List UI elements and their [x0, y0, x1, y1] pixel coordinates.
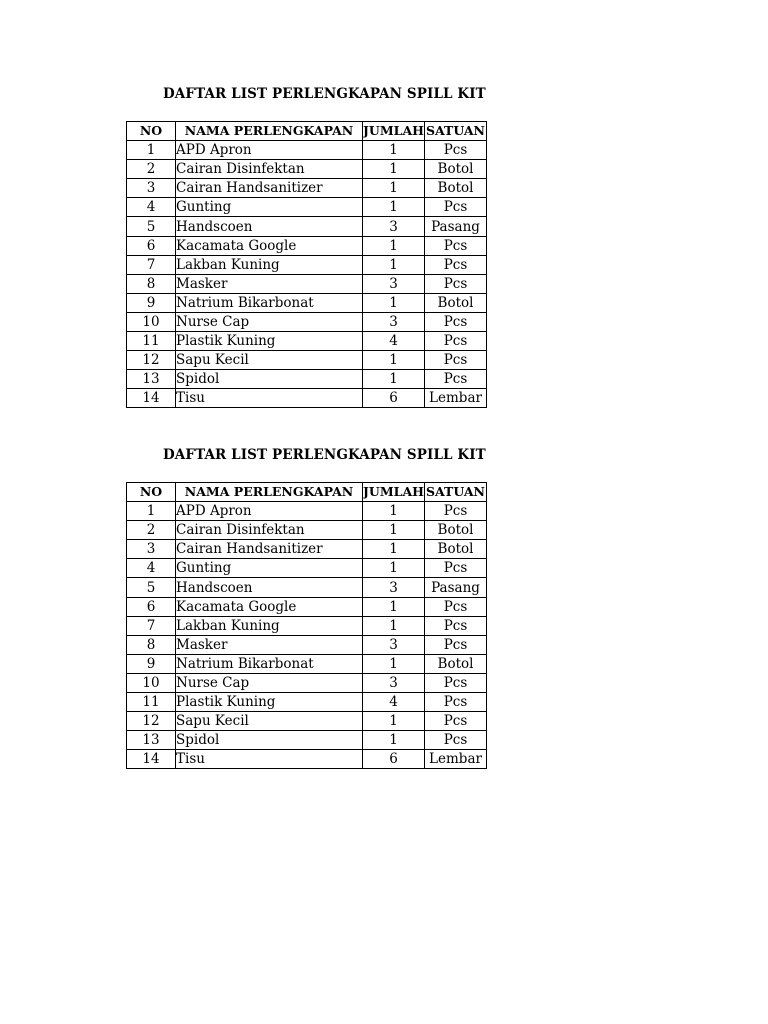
- cell-jumlah: 1: [363, 370, 425, 389]
- cell-satuan: Pasang: [425, 217, 487, 236]
- cell-jumlah: 3: [363, 578, 425, 597]
- cell-nama-perlengkapan: Masker: [176, 635, 363, 654]
- cell-satuan: Pcs: [425, 255, 487, 274]
- equipment-table: [126, 121, 487, 408]
- cell-jumlah: 1: [363, 293, 425, 312]
- cell-jumlah: 1: [363, 597, 425, 616]
- table-row: [127, 578, 487, 597]
- table-body: [127, 141, 487, 408]
- cell-jumlah: 1: [363, 559, 425, 578]
- cell-no: 4: [127, 198, 176, 217]
- cell-satuan: Botol: [425, 179, 487, 198]
- cell-no: 1: [127, 502, 176, 521]
- list-title: DAFTAR LIST PERLENGKAPAN SPILL KIT: [163, 86, 486, 102]
- cell-nama-perlengkapan: Gunting: [176, 198, 363, 217]
- cell-jumlah: 3: [363, 312, 425, 331]
- cell-jumlah: 6: [363, 389, 425, 408]
- table-row: [127, 236, 487, 255]
- cell-no: 1: [127, 141, 176, 160]
- cell-nama-perlengkapan: Spidol: [176, 370, 363, 389]
- cell-no: 2: [127, 521, 176, 540]
- cell-nama-perlengkapan: Cairan Disinfektan: [176, 160, 363, 179]
- table-row: [127, 616, 487, 635]
- cell-satuan: Pcs: [425, 312, 487, 331]
- cell-no: 13: [127, 731, 176, 750]
- cell-jumlah: 3: [363, 673, 425, 692]
- cell-nama-perlengkapan: Sapu Kecil: [176, 351, 363, 370]
- cell-nama-perlengkapan: Plastik Kuning: [176, 693, 363, 712]
- cell-jumlah: 1: [363, 160, 425, 179]
- cell-jumlah: 1: [363, 198, 425, 217]
- cell-nama-perlengkapan: Kacamata Google: [176, 236, 363, 255]
- table-row: [127, 274, 487, 293]
- header-satuan: SATUAN: [425, 122, 487, 141]
- cell-jumlah: 1: [363, 351, 425, 370]
- table-row: [127, 635, 487, 654]
- table-row: [127, 540, 487, 559]
- table-row: [127, 198, 487, 217]
- cell-satuan: Pasang: [425, 578, 487, 597]
- cell-no: 3: [127, 179, 176, 198]
- cell-no: 10: [127, 312, 176, 331]
- cell-no: 6: [127, 236, 176, 255]
- table-row: [127, 141, 487, 160]
- cell-satuan: Botol: [425, 654, 487, 673]
- cell-jumlah: 3: [363, 217, 425, 236]
- header-nama-perlengkapan: NAMA PERLENGKAPAN: [176, 483, 363, 502]
- cell-jumlah: 1: [363, 731, 425, 750]
- cell-satuan: Pcs: [425, 559, 487, 578]
- cell-satuan: Botol: [425, 521, 487, 540]
- header-nama-perlengkapan: NAMA PERLENGKAPAN: [176, 122, 363, 141]
- cell-no: 7: [127, 616, 176, 635]
- cell-no: 7: [127, 255, 176, 274]
- cell-nama-perlengkapan: Cairan Handsanitizer: [176, 179, 363, 198]
- cell-satuan: Pcs: [425, 198, 487, 217]
- cell-nama-perlengkapan: Lakban Kuning: [176, 255, 363, 274]
- cell-no: 2: [127, 160, 176, 179]
- cell-nama-perlengkapan: Handscoen: [176, 578, 363, 597]
- cell-nama-perlengkapan: Gunting: [176, 559, 363, 578]
- cell-jumlah: 1: [363, 255, 425, 274]
- cell-satuan: Pcs: [425, 635, 487, 654]
- cell-satuan: Pcs: [425, 597, 487, 616]
- cell-no: 5: [127, 578, 176, 597]
- cell-jumlah: 1: [363, 540, 425, 559]
- table-row: [127, 750, 487, 769]
- cell-no: 13: [127, 370, 176, 389]
- table-body: [127, 502, 487, 769]
- header-satuan: SATUAN: [425, 483, 487, 502]
- cell-satuan: Pcs: [425, 351, 487, 370]
- cell-jumlah: 1: [363, 141, 425, 160]
- table-row: [127, 597, 487, 616]
- cell-satuan: Pcs: [425, 731, 487, 750]
- table-row: [127, 389, 487, 408]
- cell-satuan: Botol: [425, 160, 487, 179]
- cell-nama-perlengkapan: Nurse Cap: [176, 312, 363, 331]
- cell-nama-perlengkapan: Tisu: [176, 389, 363, 408]
- cell-nama-perlengkapan: Cairan Handsanitizer: [176, 540, 363, 559]
- table-row: [127, 293, 487, 312]
- cell-jumlah: 3: [363, 274, 425, 293]
- cell-satuan: Pcs: [425, 693, 487, 712]
- cell-no: 14: [127, 389, 176, 408]
- cell-no: 14: [127, 750, 176, 769]
- cell-jumlah: 4: [363, 693, 425, 712]
- cell-nama-perlengkapan: APD Apron: [176, 141, 363, 160]
- header-no: NO: [127, 122, 176, 141]
- cell-nama-perlengkapan: Handscoen: [176, 217, 363, 236]
- cell-jumlah: 1: [363, 236, 425, 255]
- table-row: [127, 521, 487, 540]
- table-row: [127, 693, 487, 712]
- cell-satuan: Pcs: [425, 502, 487, 521]
- cell-no: 8: [127, 635, 176, 654]
- equipment-table: [126, 482, 487, 769]
- cell-jumlah: 1: [363, 616, 425, 635]
- table-row: [127, 179, 487, 198]
- cell-no: 4: [127, 559, 176, 578]
- header-no: NO: [127, 483, 176, 502]
- header-jumlah: JUMLAH: [363, 483, 425, 502]
- cell-nama-perlengkapan: Lakban Kuning: [176, 616, 363, 635]
- cell-jumlah: 4: [363, 332, 425, 351]
- table-row: [127, 502, 487, 521]
- table-row: [127, 731, 487, 750]
- table-row: [127, 312, 487, 331]
- cell-satuan: Pcs: [425, 141, 487, 160]
- cell-nama-perlengkapan: Cairan Disinfektan: [176, 521, 363, 540]
- cell-satuan: Pcs: [425, 673, 487, 692]
- cell-no: 8: [127, 274, 176, 293]
- cell-nama-perlengkapan: Sapu Kecil: [176, 712, 363, 731]
- table-header-row: [127, 122, 487, 141]
- table-row: [127, 351, 487, 370]
- cell-jumlah: 1: [363, 502, 425, 521]
- table-row: [127, 217, 487, 236]
- cell-satuan: Pcs: [425, 236, 487, 255]
- cell-no: 3: [127, 540, 176, 559]
- table-row: [127, 673, 487, 692]
- table-row: [127, 712, 487, 731]
- cell-jumlah: 6: [363, 750, 425, 769]
- cell-nama-perlengkapan: Kacamata Google: [176, 597, 363, 616]
- cell-no: 9: [127, 293, 176, 312]
- cell-satuan: Botol: [425, 540, 487, 559]
- table-row: [127, 370, 487, 389]
- cell-nama-perlengkapan: Natrium Bikarbonat: [176, 654, 363, 673]
- cell-satuan: Pcs: [425, 332, 487, 351]
- cell-no: 12: [127, 351, 176, 370]
- cell-jumlah: 1: [363, 654, 425, 673]
- cell-no: 11: [127, 332, 176, 351]
- cell-no: 9: [127, 654, 176, 673]
- cell-jumlah: 1: [363, 521, 425, 540]
- cell-nama-perlengkapan: Tisu: [176, 750, 363, 769]
- cell-satuan: Pcs: [425, 370, 487, 389]
- cell-satuan: Botol: [425, 293, 487, 312]
- cell-nama-perlengkapan: Natrium Bikarbonat: [176, 293, 363, 312]
- table-row: [127, 332, 487, 351]
- cell-no: 5: [127, 217, 176, 236]
- cell-no: 10: [127, 673, 176, 692]
- cell-nama-perlengkapan: Spidol: [176, 731, 363, 750]
- cell-nama-perlengkapan: Nurse Cap: [176, 673, 363, 692]
- cell-satuan: Pcs: [425, 616, 487, 635]
- table-row: [127, 654, 487, 673]
- cell-nama-perlengkapan: Plastik Kuning: [176, 332, 363, 351]
- cell-satuan: Pcs: [425, 274, 487, 293]
- cell-no: 12: [127, 712, 176, 731]
- table-row: [127, 559, 487, 578]
- cell-nama-perlengkapan: APD Apron: [176, 502, 363, 521]
- cell-satuan: Pcs: [425, 712, 487, 731]
- cell-satuan: Lembar: [425, 750, 487, 769]
- cell-jumlah: 3: [363, 635, 425, 654]
- cell-satuan: Lembar: [425, 389, 487, 408]
- table-header-row: [127, 483, 487, 502]
- cell-jumlah: 1: [363, 712, 425, 731]
- cell-jumlah: 1: [363, 179, 425, 198]
- list-title: DAFTAR LIST PERLENGKAPAN SPILL KIT: [163, 447, 486, 463]
- cell-no: 6: [127, 597, 176, 616]
- header-jumlah: JUMLAH: [363, 122, 425, 141]
- cell-no: 11: [127, 693, 176, 712]
- table-row: [127, 160, 487, 179]
- cell-nama-perlengkapan: Masker: [176, 274, 363, 293]
- table-row: [127, 255, 487, 274]
